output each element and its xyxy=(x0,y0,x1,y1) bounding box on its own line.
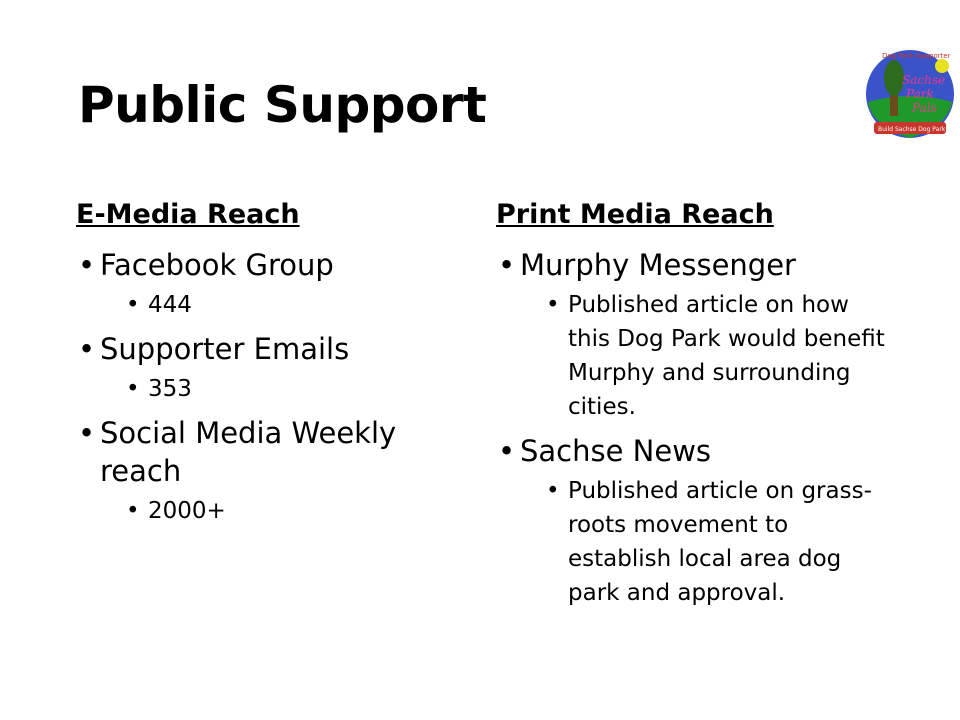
sub-list-item xyxy=(76,494,436,528)
bullet: • xyxy=(498,434,516,468)
logo-line-3: Pals xyxy=(912,101,937,115)
sachse-park-pals-logo xyxy=(862,46,958,142)
list-item-label: Social Media Weekly reach xyxy=(100,416,397,488)
bullet: • xyxy=(546,292,560,318)
list-item-label: Facebook Group xyxy=(100,248,334,282)
sub-item-value: 444 xyxy=(148,292,192,318)
sub-item-value: 353 xyxy=(148,376,192,402)
bullet: • xyxy=(126,292,140,318)
sub-item-value: 2000+ xyxy=(148,498,226,524)
list-item-label: Supporter Emails xyxy=(100,332,350,366)
bullet: • xyxy=(546,478,560,504)
bullet: • xyxy=(498,248,516,282)
print-media-heading: Print Media Reach xyxy=(496,199,774,230)
e-media-column xyxy=(76,196,436,536)
list-item-label: Murphy Messenger xyxy=(520,248,796,282)
logo-line-2: Park xyxy=(906,87,934,101)
sub-item-text: Published article on how this Dog Park would benefit Murphy and surrounding cities. xyxy=(568,292,885,420)
sub-list-item xyxy=(496,474,896,610)
sub-list-item xyxy=(76,372,436,406)
bullet: • xyxy=(78,248,96,282)
logo-line-1: Sachse xyxy=(902,73,946,87)
e-media-list xyxy=(76,246,436,528)
bullet: • xyxy=(126,376,140,402)
list-item xyxy=(76,330,436,368)
slide-title: Public Support xyxy=(78,76,487,134)
print-media-column xyxy=(496,196,896,618)
bullet: • xyxy=(78,332,96,366)
bullet: • xyxy=(126,498,140,524)
list-item-label: Sachse News xyxy=(520,434,712,468)
e-media-heading: E-Media Reach xyxy=(76,199,300,230)
list-item xyxy=(496,246,896,284)
list-item xyxy=(76,246,436,284)
logo-top-text: Dog Park Supporter xyxy=(882,52,951,60)
list-item xyxy=(496,432,896,470)
sub-list-item xyxy=(76,288,436,322)
sub-list-item xyxy=(496,288,896,424)
logo-bottom-text: Build Sachse Dog Park xyxy=(878,126,946,133)
bullet: • xyxy=(78,416,96,450)
list-item xyxy=(76,414,436,490)
print-media-list xyxy=(496,246,896,610)
sub-item-text: Published article on grass-roots movement to establish local area dog park and approval. xyxy=(568,478,872,606)
